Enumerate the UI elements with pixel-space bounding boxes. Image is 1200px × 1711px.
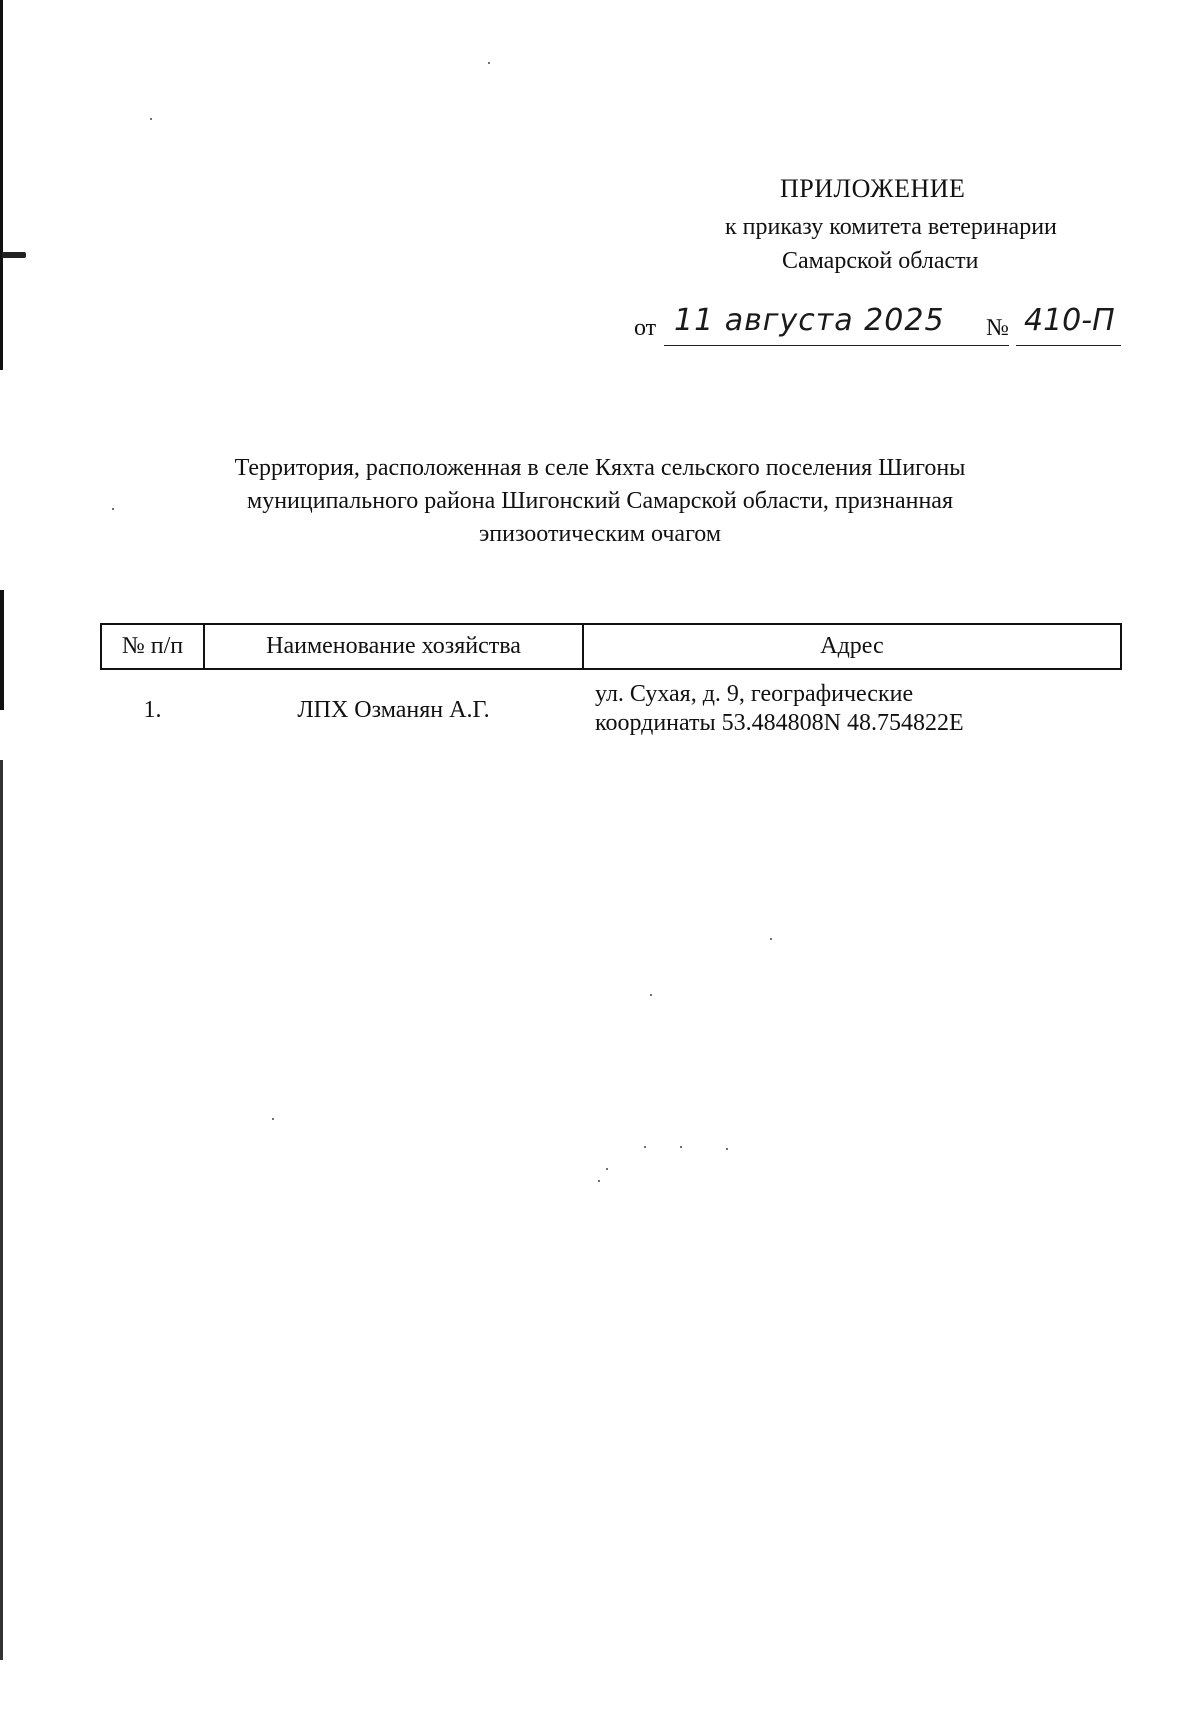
scan-speck [726, 1148, 728, 1150]
scan-speck [770, 938, 772, 940]
document-title [150, 452, 1050, 551]
order-number-handwritten: 410-П [1024, 303, 1115, 338]
row-address-line1: ул. Сухая, д. 9, географические [595, 681, 914, 707]
scan-speck [650, 994, 652, 996]
order-date-handwritten: 11 августа 2025 [674, 303, 945, 338]
scan-speck [680, 1146, 682, 1148]
scan-edge-mark [0, 760, 3, 1660]
farms-table [100, 623, 1122, 738]
appendix-subtitle-line2: Самарской области [782, 248, 979, 274]
row-address [583, 669, 1121, 738]
row-number: 1. [143, 697, 162, 723]
column-header-number: № п/п [101, 624, 204, 669]
order-number-label: № [986, 315, 1009, 341]
table-header-row [101, 624, 1121, 669]
scan-edge-mark [0, 0, 3, 370]
appendix-title: ПРИЛОЖЕНИЕ [780, 174, 966, 203]
order-date-prefix: от [634, 315, 657, 341]
row-address-line2: координаты 53.484808N 48.754822E [595, 710, 964, 736]
column-header-farm-name: Наименование хозяйства [204, 624, 583, 669]
scan-edge-mark [0, 590, 4, 710]
document-title-line2: муниципального района Шигонский Самарской области, признанная [247, 488, 953, 514]
document-title-line3: эпизоотическим очагом [478, 521, 722, 547]
row-farm-name: ЛПХ Озманян А.Г. [297, 697, 490, 723]
scan-speck [150, 118, 152, 120]
scan-speck [598, 1180, 600, 1182]
scan-speck [606, 1168, 608, 1170]
scan-speck [644, 1146, 646, 1148]
staple-mark [2, 252, 26, 258]
table-row [101, 669, 1121, 738]
document-title-line1: Территория, расположенная в селе Кяхта сельского поселения Шигоны [234, 455, 966, 481]
scan-speck [112, 508, 114, 510]
column-header-address: Адрес [583, 624, 1121, 669]
order-reference [634, 305, 1134, 355]
appendix-subtitle-line1: к приказу комитета ветеринарии [725, 214, 1057, 240]
scan-speck [488, 62, 490, 64]
scan-speck [272, 1118, 274, 1120]
